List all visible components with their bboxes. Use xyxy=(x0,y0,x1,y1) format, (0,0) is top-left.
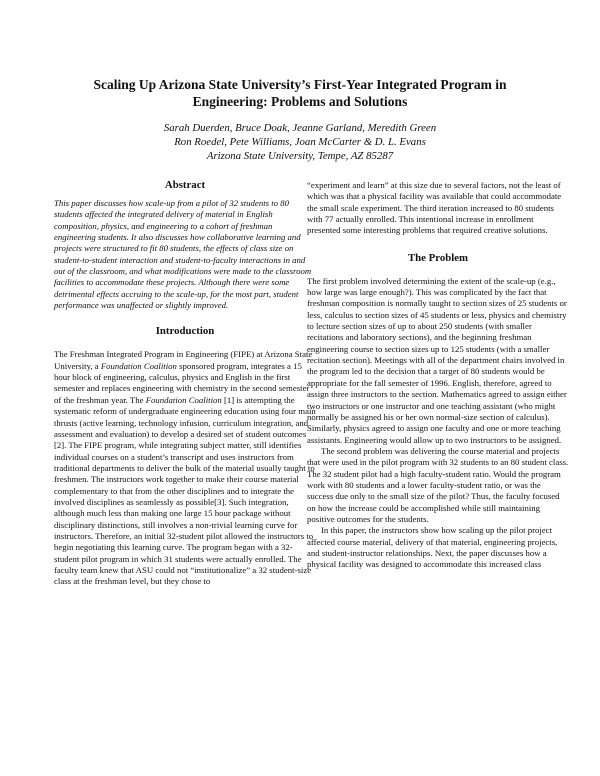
paper-title xyxy=(60,76,540,110)
affiliation: Arizona State University, Tempe, AZ 85287 xyxy=(206,150,394,162)
paper-title-line-2: Engineering: Problems and Solutions xyxy=(192,94,408,109)
intro-foundation-coalition-2: Foundation Coalition xyxy=(145,394,222,405)
intro-text-1: The Freshman Integrated Program in Engineering (FIPE) at Arizona State University, a xyxy=(54,349,313,371)
problem-paragraph-1: The first problem involved determining the extent of the scale-up (e.g., how large was large enough?). This was complicated by the fact that freshman composition is normally taught to section sizes of 25 students or less, calculus to section sizes of 45 students or less, physics and chemistry to lecture section sizes of up to about 250 students (with smaller recitations and laboratory sections), and the beginning freshman engineering course to section sizes up to 125 students (with a smaller recitation section). Meetings with all of the department chairs involved in the program led to the decision that a target of 80 students would be appropriate for the fall semester of 1996. English, therefore, agreed to assign three instructors to the section. Mathematics agreed to assign either two instructors or one instructor and one teaching assistant (who might normally be assigned his or her own normal-size section of calculus). Similarly, physics agreed to assign one faculty and one or more teaching assistants. Engineering would allow up to two instructors to be assigned. xyxy=(307,275,567,445)
abstract-text: This paper discusses how scale-up from a pilot of 32 students to 80 students affected the integrated delivery of material in English composition, physics, and engineering to a cohort of freshman engineering students. It also discusses how collaborative learning and projects were structured to fit 80 students, the effects of class size on student-to-student interaction and student-to-faculty interactions in and out of the classroom, and what modifications were made to the classroom facilities to accommodate these projects. Although there were some detrimental effects accruing to the scale-up, for the most part, student performance was unaffected or slightly improved. xyxy=(54,198,312,311)
introduction-heading: Introduction xyxy=(155,325,215,338)
left-column xyxy=(54,178,316,588)
paper-title-line-1: Scaling Up Arizona State University’s First-Year Integrated Program in xyxy=(93,77,507,92)
introduction-paragraph xyxy=(54,349,316,587)
intro-text-3: [1] is attempting the systematic reform of undergraduate engineering education using four main thrusts (active learning, technology infusion, curriculum integration, and assessment and evaluation) to develop a desired set of student outcomes [2]. The FIPE program, while integrating subject matter, still identifies individual courses on a student’s transcript and uses instructors from traditional departments to deliver the bulk of the material usually taught to freshmen. The instructors work together to make their course material complementary to that from the other disciplines and to integrate the involved disciplines as seamlessly as possible[3]. Such integration, although much less than making one large 15 hour package without disciplinary distinctions, still involves a non-trivial learning curve for instructors. Therefore, an initial 32-student pilot allowed the instructors to begin negotiating this learning curve. The program began with a 32-student pilot program in which 31 students were actually enrolled. The faculty team knew that ASU could not “institutionalize” a 32 student-size class at the freshman level, but they chose to xyxy=(54,394,316,587)
intro-text-2: sponsored program, integrates a 15 hour block of engineering, calculus, physics and English in the first semester and replaces engineering with chemistry in the second semester of the freshman year. The xyxy=(54,360,310,405)
continuation-paragraph: “experiment and learn” at this size due to several factors, not the least of which was that a physical facility was available that could accommodate the small scale experiment. The third iteration increased to 80 students with 77 actually enrolled. This intentional increase in enrollment presented some interesting problems that required creative solutions. xyxy=(307,180,562,236)
problem-paragraph-2: The second problem was delivering the course material and projects that were used in the pilot program with 32 students to an 80 student class. The 32 student pilot had a high faculty-student ratio. Would the program work with 80 students and a lower faculty-student ratio, or was the success due only to the small size of the pilot? Thus, the faculty focused on how the increase could be accomplished while still maintaining positive outcomes for the students. xyxy=(307,445,569,524)
authors-line-2: Ron Roedel, Pete Williams, Joan McCarter & D. L. Evans xyxy=(174,136,426,148)
intro-foundation-coalition-1: Foundation Coalition xyxy=(100,360,177,371)
author-block xyxy=(60,121,540,163)
authors-line-1: Sarah Duerden, Bruce Doak, Jeanne Garland, Meredith Green xyxy=(163,122,437,134)
abstract-heading: Abstract xyxy=(164,179,206,191)
problem-paragraph-3: In this paper, the instructors show how scaling up the pilot project affected course material, delivery of that material, engineering projects, and student-instructor relationships. Next, the paper discusses how a physical facility was designed to accommodate this increased class xyxy=(307,525,558,570)
right-column xyxy=(307,180,569,571)
problem-heading: The Problem xyxy=(407,251,469,264)
